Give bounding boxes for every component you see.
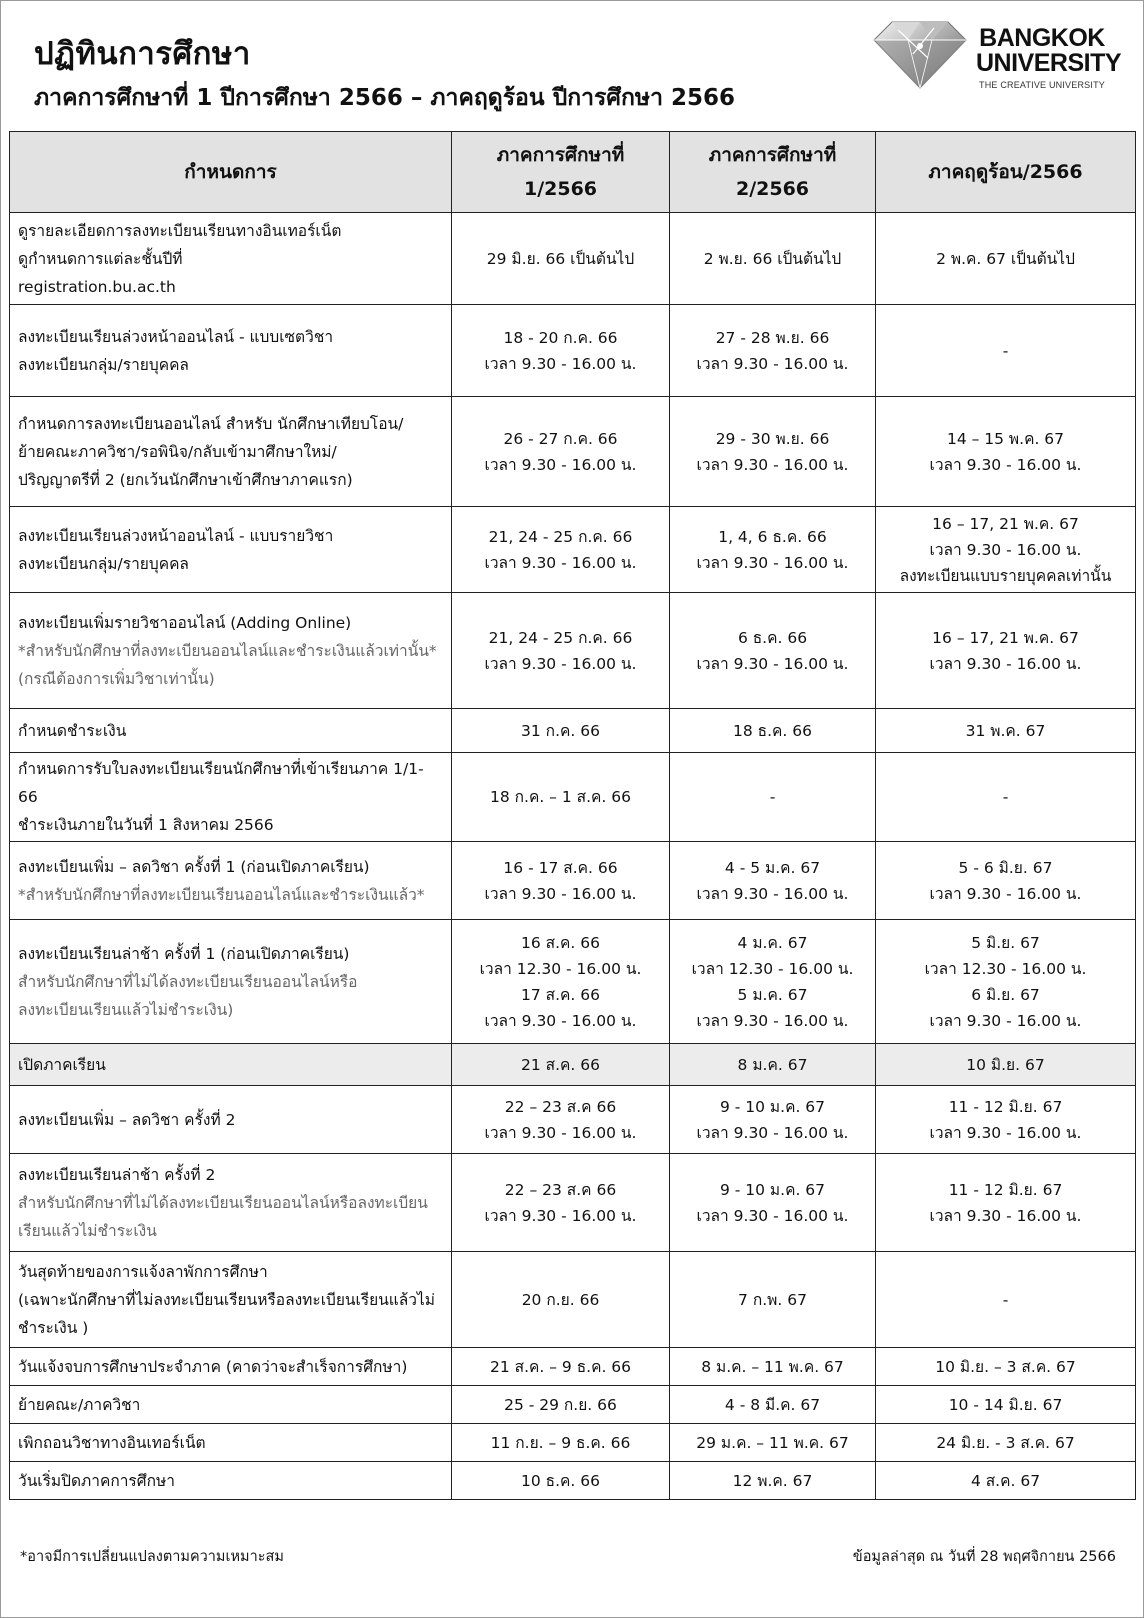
page-subtitle: ภาคการศึกษาที่ 1 ปีการศึกษา 2566 – ภาคฤดูร้อน ปีการศึกษา 2566 xyxy=(34,85,736,111)
date-cell-summer xyxy=(876,1348,1136,1386)
date-text: 31 พ.ค. 67 xyxy=(965,721,1046,740)
date-text: 22 – 23 ส.ค 66 xyxy=(504,1097,617,1116)
date-text: 1, 4, 6 ธ.ค. 66 xyxy=(718,527,827,546)
date-text: เวลา 12.30 - 16.00 น. xyxy=(691,959,854,978)
logo-tagline: THE CREATIVE UNIVERSITY xyxy=(979,80,1105,90)
date-text: 26 - 27 ก.ค. 66 xyxy=(503,429,618,448)
row-label-cell xyxy=(10,1386,452,1424)
date-cell-term-1 xyxy=(452,1154,670,1252)
date-cell-term-1 xyxy=(452,507,670,593)
date-text: 9 - 10 ม.ค. 67 xyxy=(719,1097,826,1116)
date-text: เวลา 9.30 - 16.00 น. xyxy=(696,1011,849,1030)
date-text: 11 - 12 มิ.ย. 67 xyxy=(948,1097,1063,1116)
date-cell-term-1 xyxy=(452,1086,670,1154)
date-text: 24 มิ.ย. - 3 ส.ค. 67 xyxy=(936,1433,1075,1452)
date-text: 5 ม.ค. 67 xyxy=(737,985,808,1004)
date-text: 5 มิ.ย. 67 xyxy=(971,933,1040,952)
row-label-text: registration.bu.ac.th xyxy=(18,277,176,296)
date-text: - xyxy=(769,788,776,806)
date-text: 25 - 29 ก.ย. 66 xyxy=(504,1395,617,1414)
date-text: เวลา 9.30 - 16.00 น. xyxy=(484,1011,637,1030)
date-text: 16 ส.ค. 66 xyxy=(521,933,600,952)
date-text: 29 - 30 พ.ย. 66 xyxy=(715,429,830,448)
date-text: เวลา 9.30 - 16.00 น. xyxy=(696,1123,849,1142)
date-text: เวลา 9.30 - 16.00 น. xyxy=(696,1206,849,1225)
row-label-text: กำหนดชำระเงิน xyxy=(18,721,127,740)
date-text: 18 ธ.ค. 66 xyxy=(733,721,812,740)
date-cell-summer xyxy=(876,1252,1136,1348)
date-text: 21, 24 - 25 ก.ค. 66 xyxy=(488,527,633,546)
table-row xyxy=(10,397,1136,507)
date-text: เวลา 9.30 - 16.00 น. xyxy=(929,540,1082,559)
table-row xyxy=(10,753,1136,842)
date-text: เวลา 9.30 - 16.00 น. xyxy=(696,455,849,474)
row-label-text: ลงทะเบียนกลุ่ม/รายบุคคล xyxy=(18,554,189,573)
date-cell-term-2 xyxy=(670,842,876,920)
row-label-text: กำหนดการรับใบลงทะเบียนเรียนนักศึกษาที่เข้าเรียนภาค 1/1-66 xyxy=(18,760,424,806)
date-text: 14 – 15 พ.ค. 67 xyxy=(946,429,1065,448)
table-row xyxy=(10,1424,1136,1462)
date-text: เวลา 9.30 - 16.00 น. xyxy=(929,1123,1082,1142)
university-logo xyxy=(868,18,1122,98)
row-label-text: ลงทะเบียนเพิ่ม – ลดวิชา ครั้งที่ 2 xyxy=(18,1110,236,1129)
date-text: 4 - 5 ม.ค. 67 xyxy=(724,858,821,877)
date-text: - xyxy=(1002,341,1009,360)
date-cell-term-2 xyxy=(670,1462,876,1500)
date-text: - xyxy=(1002,788,1009,806)
date-cell-term-1 xyxy=(452,920,670,1044)
date-cell-term-1 xyxy=(452,1044,670,1086)
date-text: 18 - 20 ก.ค. 66 xyxy=(503,328,618,347)
row-note-text: ลงทะเบียนเรียนแล้วไม่ชำระเงิน) xyxy=(18,1000,234,1019)
date-text: 16 – 17, 21 พ.ค. 67 xyxy=(932,514,1079,533)
row-note-text: *สำหรับนักศึกษาที่ลงทะเบียนเรียนออนไลน์และชำระเงินแล้ว* xyxy=(18,885,425,904)
date-text: 4 ส.ค. 67 xyxy=(970,1471,1041,1490)
row-note-text: สำหรับนักศึกษาที่ไม่ได้ลงทะเบียนเรียนออนไลน์หรือลงทะเบียน xyxy=(18,1193,428,1212)
date-text: เวลา 9.30 - 16.00 น. xyxy=(484,455,637,474)
date-cell-term-2 xyxy=(670,1154,876,1252)
row-label-cell xyxy=(10,1252,452,1348)
row-note-text: *สำหรับนักศึกษาที่ลงทะเบียนออนไลน์และชำระเงินแล้วเท่านั้น* xyxy=(18,641,437,660)
date-text: เวลา 9.30 - 16.00 น. xyxy=(484,654,637,673)
column-header-term-1: ภาคการศึกษาที่ 1/2566 xyxy=(452,132,670,213)
date-cell-term-2 xyxy=(670,1044,876,1086)
row-label-text: ปริญญาตรีที่ 2 (ยกเว้นนักศึกษาเข้าศึกษาภาคแรก) xyxy=(18,470,353,489)
row-label-text: วันเริ่มปิดภาคการศึกษา xyxy=(18,1471,175,1490)
date-cell-term-1 xyxy=(452,753,670,842)
date-cell-summer xyxy=(876,920,1136,1044)
date-cell-term-2 xyxy=(670,507,876,593)
row-label-text: ลงทะเบียนกลุ่ม/รายบุคคล xyxy=(18,355,189,374)
table-body xyxy=(10,213,1136,1500)
date-cell-term-2 xyxy=(670,753,876,842)
table-header-row xyxy=(10,132,1136,213)
date-text: 2 พ.ค. 67 เป็นต้นไป xyxy=(936,249,1075,268)
date-text: เวลา 9.30 - 16.00 น. xyxy=(484,354,637,373)
date-cell-term-2 xyxy=(670,709,876,753)
date-text: 8 ม.ค. 67 xyxy=(737,1055,808,1074)
date-text: 11 ก.ย. – 9 ธ.ค. 66 xyxy=(490,1433,631,1452)
row-label-cell xyxy=(10,1424,452,1462)
date-text: ลงทะเบียนแบบรายบุคคลเท่านั้น xyxy=(899,566,1112,585)
date-text: 6 มิ.ย. 67 xyxy=(971,985,1040,1004)
date-text: เวลา 9.30 - 16.00 น. xyxy=(696,654,849,673)
table-row xyxy=(10,1348,1136,1386)
date-text: 4 ม.ค. 67 xyxy=(737,933,808,952)
table-row xyxy=(10,507,1136,593)
date-text: เวลา 9.30 - 16.00 น. xyxy=(929,455,1082,474)
date-text: เวลา 9.30 - 16.00 น. xyxy=(484,1206,637,1225)
table-row xyxy=(10,1154,1136,1252)
row-label-cell xyxy=(10,920,452,1044)
date-text: 21 ส.ค. – 9 ธ.ค. 66 xyxy=(489,1357,632,1376)
row-label-text: ย้ายคณะ/ภาควิชา xyxy=(18,1395,141,1414)
row-label-cell xyxy=(10,842,452,920)
row-label-cell xyxy=(10,1044,452,1086)
row-label-cell xyxy=(10,709,452,753)
date-cell-term-2 xyxy=(670,397,876,507)
date-cell-term-1 xyxy=(452,1348,670,1386)
date-cell-summer xyxy=(876,1386,1136,1424)
date-text: 16 – 17, 21 พ.ค. 67 xyxy=(932,628,1079,647)
row-label-text: เพิกถอนวิชาทางอินเทอร์เน็ต xyxy=(18,1433,206,1452)
date-text: เวลา 9.30 - 16.00 น. xyxy=(696,354,849,373)
date-cell-summer xyxy=(876,1154,1136,1252)
date-cell-term-1 xyxy=(452,1424,670,1462)
date-cell-term-1 xyxy=(452,1386,670,1424)
date-cell-summer xyxy=(876,593,1136,709)
date-text: เวลา 9.30 - 16.00 น. xyxy=(696,884,849,903)
date-cell-summer xyxy=(876,397,1136,507)
table-row xyxy=(10,1386,1136,1424)
date-text: เวลา 9.30 - 16.00 น. xyxy=(929,1206,1082,1225)
date-text: 18 ก.ค. – 1 ส.ค. 66 xyxy=(490,788,631,806)
row-label-cell xyxy=(10,213,452,305)
table-row xyxy=(10,920,1136,1044)
date-cell-term-1 xyxy=(452,842,670,920)
row-note-text: สำหรับนักศึกษาที่ไม่ได้ลงทะเบียนเรียนออนไลน์หรือ xyxy=(18,972,358,991)
date-cell-summer xyxy=(876,1044,1136,1086)
row-note-text: เรียนแล้วไม่ชำระเงิน xyxy=(18,1221,157,1240)
date-text: เวลา 9.30 - 16.00 น. xyxy=(484,1123,637,1142)
date-text: เวลา 9.30 - 16.00 น. xyxy=(696,553,849,572)
page-title: ปฏิทินการศึกษา xyxy=(34,36,251,72)
row-label-text: ลงทะเบียนเรียนล่วงหน้าออนไลน์ - แบบเซตวิชา xyxy=(18,327,334,346)
row-label-cell xyxy=(10,507,452,593)
date-cell-term-1 xyxy=(452,1252,670,1348)
date-cell-term-1 xyxy=(452,709,670,753)
date-text: 8 ม.ค. – 11 พ.ค. 67 xyxy=(701,1357,844,1376)
row-label-text: วันแจ้งจบการศึกษาประจำภาค (คาดว่าจะสำเร็จการศึกษา) xyxy=(18,1357,408,1376)
date-text: เวลา 9.30 - 16.00 น. xyxy=(484,884,637,903)
row-label-text: ลงทะเบียนเรียนล่วงหน้าออนไลน์ - แบบรายวิชา xyxy=(18,526,334,545)
date-text: 21, 24 - 25 ก.ค. 66 xyxy=(488,628,633,647)
date-cell-term-2 xyxy=(670,1252,876,1348)
date-cell-term-2 xyxy=(670,213,876,305)
date-cell-term-2 xyxy=(670,1424,876,1462)
row-label-text: ลงทะเบียนเรียนล่าช้า ครั้งที่ 1 (ก่อนเปิดภาคเรียน) xyxy=(18,944,350,963)
date-cell-term-2 xyxy=(670,920,876,1044)
date-text: 4 - 8 มี.ค. 67 xyxy=(724,1395,821,1414)
date-text: 7 ก.พ. 67 xyxy=(738,1290,807,1309)
logo-wordmark: BANGKOK UNIVERSITY xyxy=(976,24,1122,77)
date-text: 16 - 17 ส.ค. 66 xyxy=(503,858,618,877)
column-header-summer: ภาคฤดูร้อน/2566 xyxy=(876,132,1136,213)
row-label-text: ชำระเงินภายในวันที่ 1 สิงหาคม 2566 xyxy=(18,816,274,834)
row-note-text: (กรณีต้องการเพิ่มวิชาเท่านั้น) xyxy=(18,669,215,688)
row-label-cell xyxy=(10,1462,452,1500)
row-label-text: (เฉพาะนักศึกษาที่ไม่ลงทะเบียนเรียนหรือลงทะเบียนเรียนแล้วไม่ xyxy=(18,1290,436,1309)
date-text: 11 - 12 มิ.ย. 67 xyxy=(948,1180,1063,1199)
table-row xyxy=(10,709,1136,753)
table-row xyxy=(10,593,1136,709)
date-cell-term-1 xyxy=(452,1462,670,1500)
row-label-text: ลงทะเบียนเพิ่ม – ลดวิชา ครั้งที่ 1 (ก่อนเปิดภาคเรียน) xyxy=(18,857,370,876)
date-cell-term-1 xyxy=(452,593,670,709)
date-text: - xyxy=(1002,1290,1009,1309)
row-label-text: ย้ายคณะภาควิชา/รอพินิจ/กลับเข้ามาศึกษาใหม่/ xyxy=(18,442,337,461)
row-label-cell xyxy=(10,397,452,507)
date-text: 5 - 6 มิ.ย. 67 xyxy=(958,858,1053,877)
row-label-text: กำหนดการลงทะเบียนออนไลน์ สำหรับ นักศึกษาเทียบโอน/ xyxy=(18,414,404,433)
date-text: เวลา 12.30 - 16.00 น. xyxy=(479,959,642,978)
row-label-text: ดูรายละเอียดการลงทะเบียนเรียนทางอินเทอร์เน็ต xyxy=(18,221,342,240)
date-cell-term-2 xyxy=(670,1348,876,1386)
date-text: 10 มิ.ย. – 3 ส.ค. 67 xyxy=(935,1357,1076,1376)
table-row xyxy=(10,1086,1136,1154)
date-text: 12 พ.ค. 67 xyxy=(732,1471,813,1490)
date-text: 10 มิ.ย. 67 xyxy=(966,1055,1045,1074)
row-label-text: ลงทะเบียนเพิ่มรายวิชาออนไลน์ (Adding Online) xyxy=(18,613,352,632)
row-label-cell xyxy=(10,1086,452,1154)
column-header-schedule: กำหนดการ xyxy=(10,132,452,213)
date-text: เวลา 9.30 - 16.00 น. xyxy=(929,1011,1082,1030)
date-cell-term-2 xyxy=(670,1386,876,1424)
date-text: เวลา 9.30 - 16.00 น. xyxy=(484,553,637,572)
date-text: เวลา 9.30 - 16.00 น. xyxy=(929,884,1082,903)
date-text: 6 ธ.ค. 66 xyxy=(737,628,808,647)
date-text: 22 – 23 ส.ค 66 xyxy=(504,1180,617,1199)
date-text: 20 ก.ย. 66 xyxy=(521,1290,600,1309)
date-text: เวลา 9.30 - 16.00 น. xyxy=(929,654,1082,673)
table-row xyxy=(10,213,1136,305)
date-text: เวลา 12.30 - 16.00 น. xyxy=(924,959,1087,978)
footnote-disclaimer: *อาจมีการเปลี่ยนแปลงตามความเหมาะสม xyxy=(20,1549,284,1565)
date-cell-summer xyxy=(876,507,1136,593)
row-label-cell xyxy=(10,753,452,842)
date-text: 10 ธ.ค. 66 xyxy=(521,1471,600,1490)
date-cell-summer xyxy=(876,1462,1136,1500)
table-row xyxy=(10,1252,1136,1348)
row-label-text: ดูกำหนดการแต่ละชั้นปีที่ xyxy=(18,249,183,268)
date-cell-term-1 xyxy=(452,397,670,507)
date-cell-summer xyxy=(876,1086,1136,1154)
date-cell-term-2 xyxy=(670,1086,876,1154)
row-label-cell xyxy=(10,305,452,397)
date-cell-term-1 xyxy=(452,305,670,397)
row-label-cell xyxy=(10,1154,452,1252)
date-text: 10 - 14 มิ.ย. 67 xyxy=(948,1395,1063,1414)
date-cell-term-2 xyxy=(670,305,876,397)
date-text: 17 ส.ค. 66 xyxy=(521,985,600,1004)
date-text: 2 พ.ย. 66 เป็นต้นไป xyxy=(703,249,842,268)
footnote-last-updated: ข้อมูลล่าสุด ณ วันที่ 28 พฤศจิกายน 2566 xyxy=(852,1549,1116,1565)
date-text: 31 ก.ค. 66 xyxy=(521,721,600,740)
row-label-cell xyxy=(10,593,452,709)
date-text: 29 มิ.ย. 66 เป็นต้นไป xyxy=(486,249,635,268)
table-row xyxy=(10,842,1136,920)
date-text: 29 ม.ค. – 11 พ.ค. 67 xyxy=(696,1433,849,1452)
row-label-text: ลงทะเบียนเรียนล่าช้า ครั้งที่ 2 xyxy=(18,1165,216,1184)
column-header-term-2: ภาคการศึกษาที่ 2/2566 xyxy=(670,132,876,213)
date-cell-summer xyxy=(876,213,1136,305)
date-cell-summer xyxy=(876,709,1136,753)
table-row xyxy=(10,1462,1136,1500)
date-cell-summer xyxy=(876,753,1136,842)
date-text: 21 ส.ค. 66 xyxy=(521,1055,600,1074)
date-cell-summer xyxy=(876,1424,1136,1462)
row-label-text: วันสุดท้ายของการแจ้งลาพักการศึกษา xyxy=(18,1262,268,1281)
date-cell-term-1 xyxy=(452,213,670,305)
row-label-text: ชำระเงิน ) xyxy=(18,1318,89,1337)
table-row xyxy=(10,1044,1136,1086)
date-cell-term-2 xyxy=(670,593,876,709)
table-row xyxy=(10,305,1136,397)
row-label-text: เปิดภาคเรียน xyxy=(18,1055,106,1074)
diamond-logo-icon xyxy=(868,18,972,90)
date-cell-summer xyxy=(876,305,1136,397)
row-label-cell xyxy=(10,1348,452,1386)
date-text: 9 - 10 ม.ค. 67 xyxy=(719,1180,826,1199)
date-cell-summer xyxy=(876,842,1136,920)
academic-calendar-table xyxy=(9,131,1136,1500)
date-text: 27 - 28 พ.ย. 66 xyxy=(715,328,830,347)
